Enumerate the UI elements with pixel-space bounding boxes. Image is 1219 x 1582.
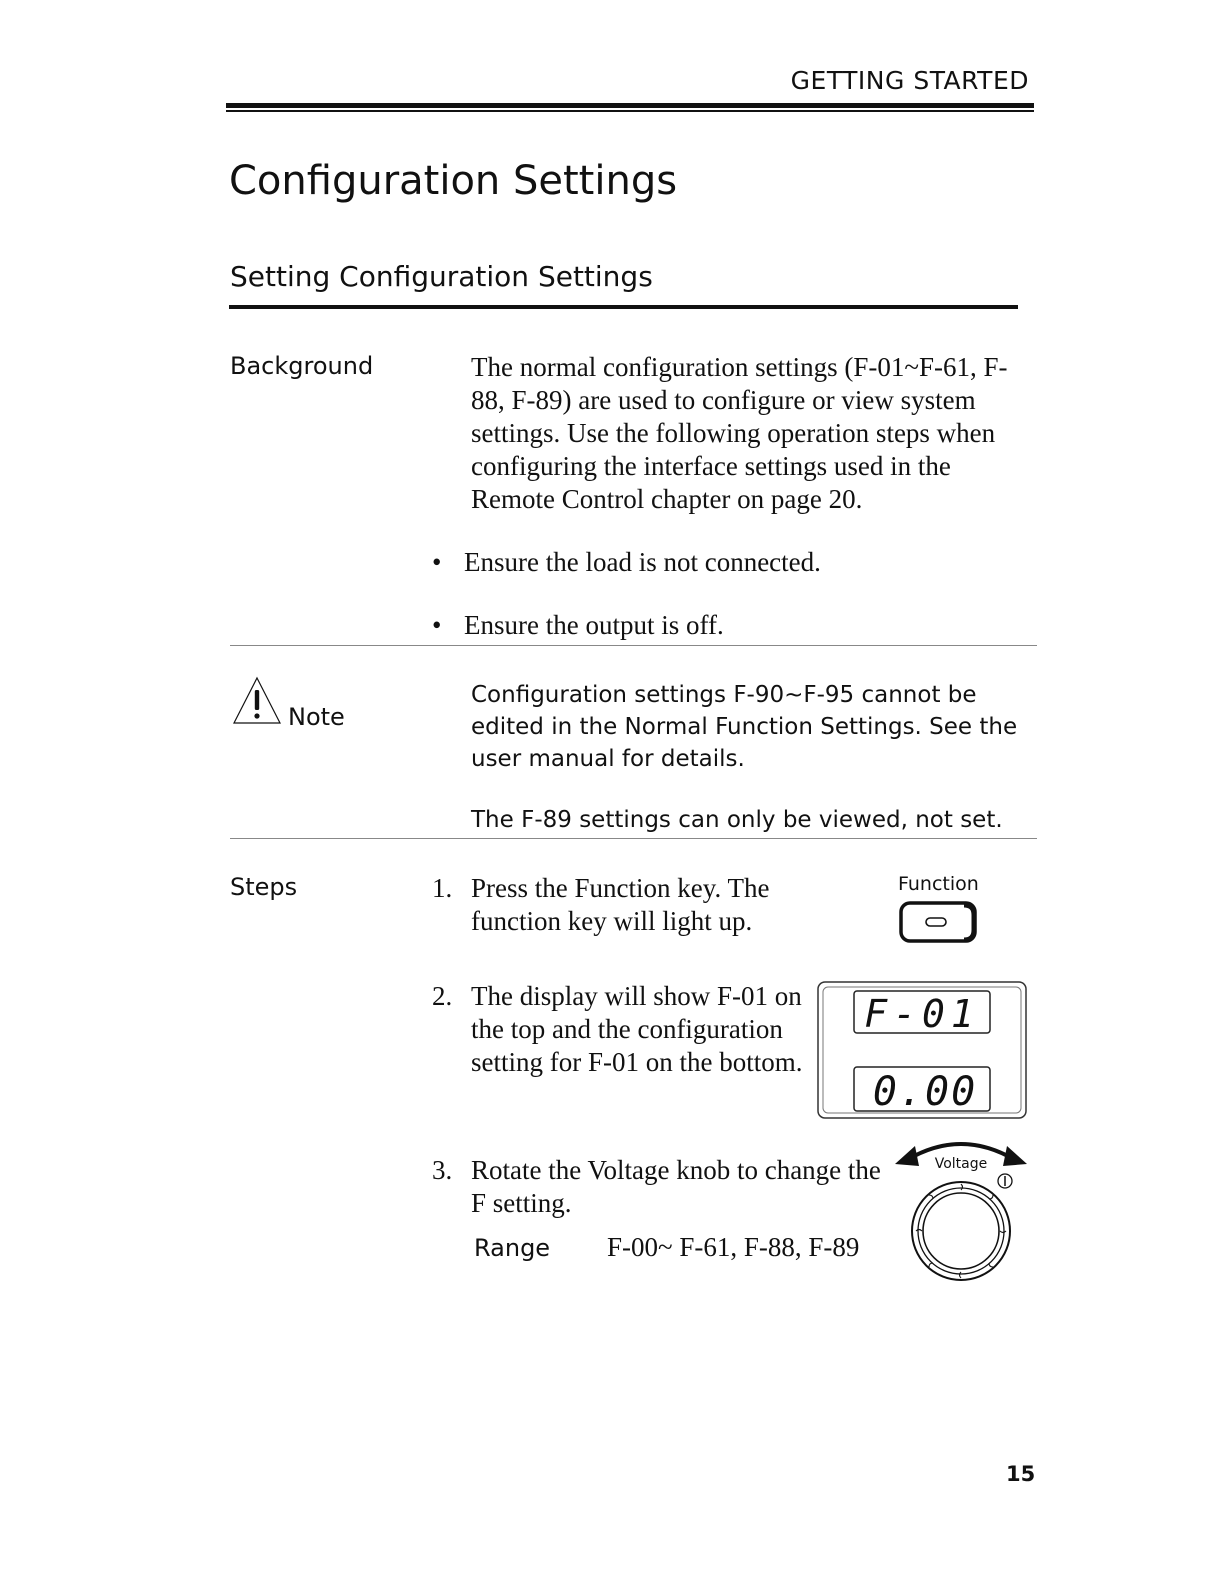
step-number: 3. [432, 1155, 453, 1185]
warning-icon [232, 676, 282, 726]
header-rule-thick [226, 103, 1034, 108]
voltage-knob-figure [893, 1132, 1029, 1284]
background-paragraph: The normal configuration settings (F-01~F-61, F-88, F-89) are used to configure or view system settings. Use the following operation steps when configuring the interface settings used in the Remote Control chapter on page 20. [471, 352, 1008, 514]
step-text: The display will show F-01 on the top and the configuration setting for F-01 on the bottom. [471, 981, 803, 1077]
note-paragraph: Configuration settings F-90~F-95 cannot be edited in the Normal Function Settings. See the user manual for details. [471, 682, 1018, 772]
note-paragraph: The F-89 settings can only be viewed, not set. [471, 807, 1003, 833]
range-value: F-00~ F-61, F-88, F-89 [607, 1232, 860, 1262]
bullet-text: Ensure the load is not connected. [464, 547, 821, 577]
step-text: Press the Function key. The function key will light up. [471, 873, 770, 936]
section-divider [230, 838, 1037, 839]
chapter-header: GETTING STARTED [790, 66, 1029, 95]
bullet-dot: • [432, 610, 442, 640]
bullet-text: Ensure the output is off. [464, 610, 724, 640]
section-subtitle: Setting Configuration Settings [230, 260, 653, 293]
section-divider [230, 645, 1037, 646]
display-bottom-readout: 0.00 [872, 1069, 978, 1115]
subtitle-rule [229, 305, 1018, 309]
page-number: 15 [1006, 1462, 1036, 1486]
step-number: 2. [432, 981, 453, 1011]
display-panel-figure [817, 981, 1027, 1119]
header-rule-thin [226, 110, 1034, 112]
function-key-caption: Function [898, 873, 979, 895]
voltage-knob-label: Voltage [934, 1156, 988, 1172]
bullet-dot: • [432, 547, 442, 577]
step-text: Rotate the Voltage knob to change the F setting. [471, 1155, 881, 1218]
page-title: Configuration Settings [229, 158, 678, 204]
steps-label: Steps [230, 873, 298, 901]
range-label: Range [474, 1234, 551, 1262]
function-key-icon [898, 900, 978, 944]
step-number: 1. [432, 873, 453, 903]
display-top-readout: F-01 [864, 992, 980, 1036]
note-label: Note [288, 703, 345, 731]
background-label: Background [230, 352, 374, 380]
